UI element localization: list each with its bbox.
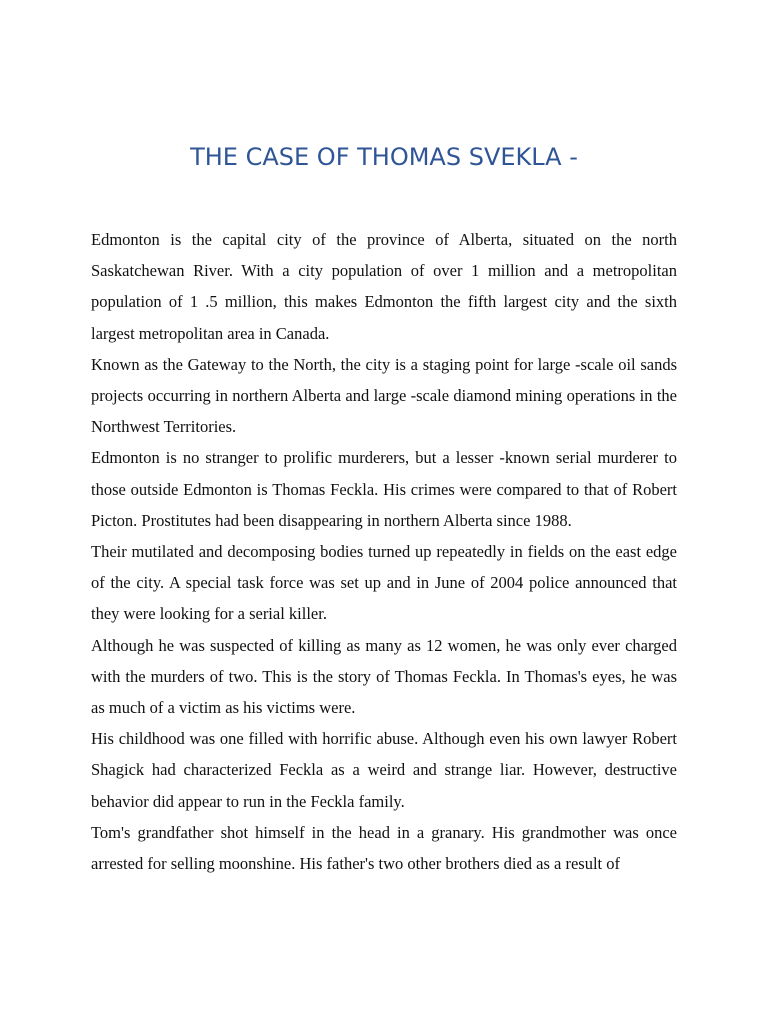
paragraph-4: Their mutilated and decomposing bodies turned up repeatedly in fields on the east edge of the city. A special task force was set up and in June of 2004 police announced that they were looking for a serial killer.	[91, 542, 677, 624]
paragraph-3: Edmonton is no stranger to prolific murderers, but a lesser -known serial murderer to those outside Edmonton is Thomas Feckla. His crimes were compared to that of Robert Picton. Prostitutes had been disappearing in northern Alberta since 1988.	[91, 448, 677, 530]
page-title: THE CASE OF THOMAS SVEKLA -	[190, 143, 578, 171]
paragraph-6: His childhood was one filled with horrific abuse. Although even his own lawyer Robert Shagick had characterized Feckla as a weird and strange liar. However, destructive behavior did appear to run in the Feckla family.	[91, 729, 677, 811]
paragraph-7: Tom's grandfather shot himself in the head in a granary. His grandmother was once arrested for selling moonshine. His father's two other brothers died as a result of	[91, 822, 677, 874]
paragraph-2: Known as the Gateway to the North, the city is a staging point for large -scale oil sands projects occurring in northern Alberta and large -scale diamond mining operations in the Northwest Territories.	[91, 354, 677, 437]
paragraph-5: Although he was suspected of killing as many as 12 women, he was only ever charged with the murders of two. This is the story of Thomas Feckla. In Thomas's eyes, he was as much of a victim as his victims were.	[91, 635, 677, 718]
paragraph-1: Edmonton is the capital city of the province of Alberta, situated on the north Saskatchewan River. With a city population of over 1 million and a metropolitan population of 1 .5 million, this makes Edmonton the fifth largest city and the sixth largest metropolitan area in Canada.	[91, 230, 677, 343]
document-body	[91, 224, 677, 884]
